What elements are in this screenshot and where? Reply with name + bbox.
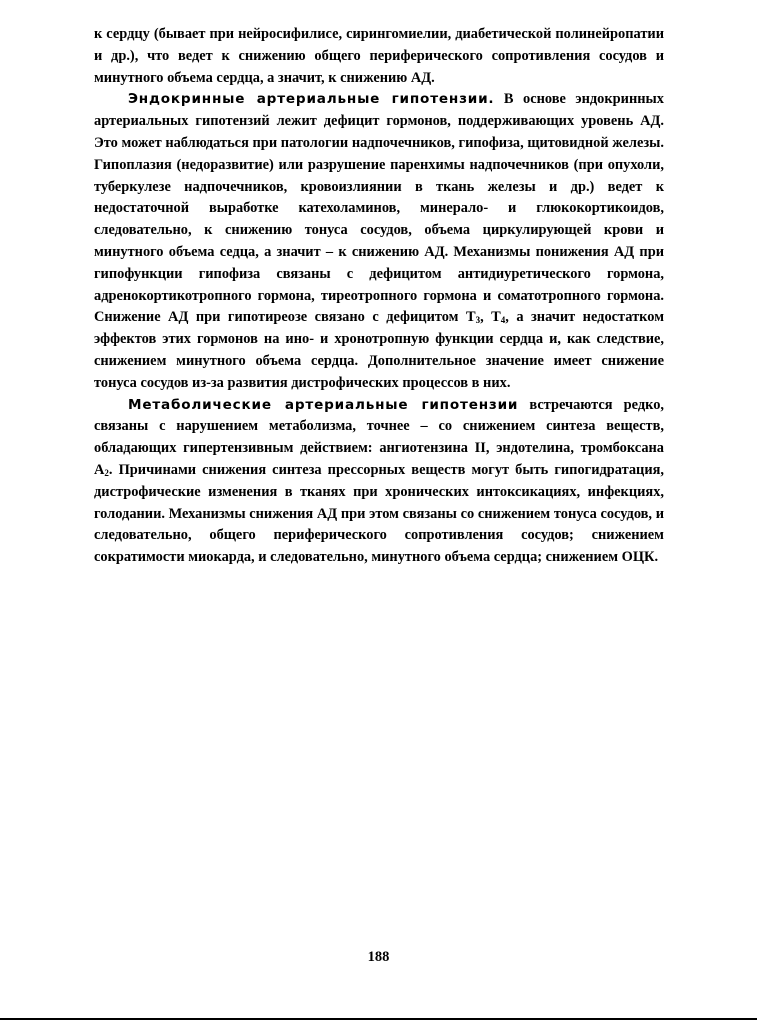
paragraph-text: , а значит недостатком эффектов этих гормонов на ино- и хронотропную функции сердца и, как следствие, снижением минутного объема сердца. Дополнительное значение имеет снижение тонуса сосудов из-за развития дистрофических процессов в них. [94, 309, 664, 391]
paragraph-text: встречаются редко, связаны с нарушением метаболизма, точнее – со снижением синтеза веществ, обладающих гипертензивным действием: ангиотензина II, эндотелина, тромбоксана А [94, 396, 664, 478]
section-heading-endocrine: Эндокринные артериальные гипотензии. [128, 91, 495, 108]
page-number: 188 [367, 949, 390, 965]
subscript: 4 [500, 315, 506, 326]
section-heading-metabolic: Метаболические артериальные гипотензии [128, 396, 519, 413]
paragraph-continuation [94, 24, 664, 89]
paragraph-text: , Т [480, 309, 501, 326]
paragraph-endocrine-hypotension [94, 89, 664, 394]
paragraph-text: . Причинами снижения синтеза прессорных веществ могут быть гипогидратация, дистрофические изменения в тканях при хронических интоксикациях, инфекциях, голодании. Механизмы снижения АД при этом связаны со снижением тонуса сосудов, и следовательно, общего периферического сопротивления сосудов; снижением сократимости миокарда, и следовательно, минутного объема сердца; снижением ОЦК. [94, 461, 664, 566]
paragraph-text: В основе эндокринных артериальных гипотензий лежит дефицит гормонов, поддерживающих уровень АД. Это может наблюдаться при патологии надпочечников, гипофиза, щитовидной железы. Гипоплазия (недоразвитие) или разрушение паренхимы надпочечников (при опухоли, туберкулезе надпочечников, кровоизлиянии в ткань железы и др.) ведет к недостаточной выработке катехоламинов, минерало- и глюкокортикоидов, следовательно, к снижению тонуса сосудов, объема циркулирующей крови и минутного объема седца, а значит – к снижению АД. Механизмы понижения АД при гипофункции гипофиза связаны с дефицитом антидиуретического гормона, адренокортикотропного гормона, тиреотропного гормона и соматотропного гормона. Снижение АД при гипотиреозе связано с дефицитом Т [94, 91, 664, 326]
subscript: 2 [104, 467, 109, 478]
paragraph-metabolic-hypotension [94, 395, 664, 569]
subscript: 3 [475, 315, 481, 326]
body-text [94, 24, 664, 569]
paragraph-text: к сердцу (бывает при нейросифилисе, сирингомиелии, диабетической полинейропатии и др.), что ведет к снижению общего периферического сопротивления сосудов и минутного объема сердца, а значит, к снижению АД. [94, 26, 664, 86]
